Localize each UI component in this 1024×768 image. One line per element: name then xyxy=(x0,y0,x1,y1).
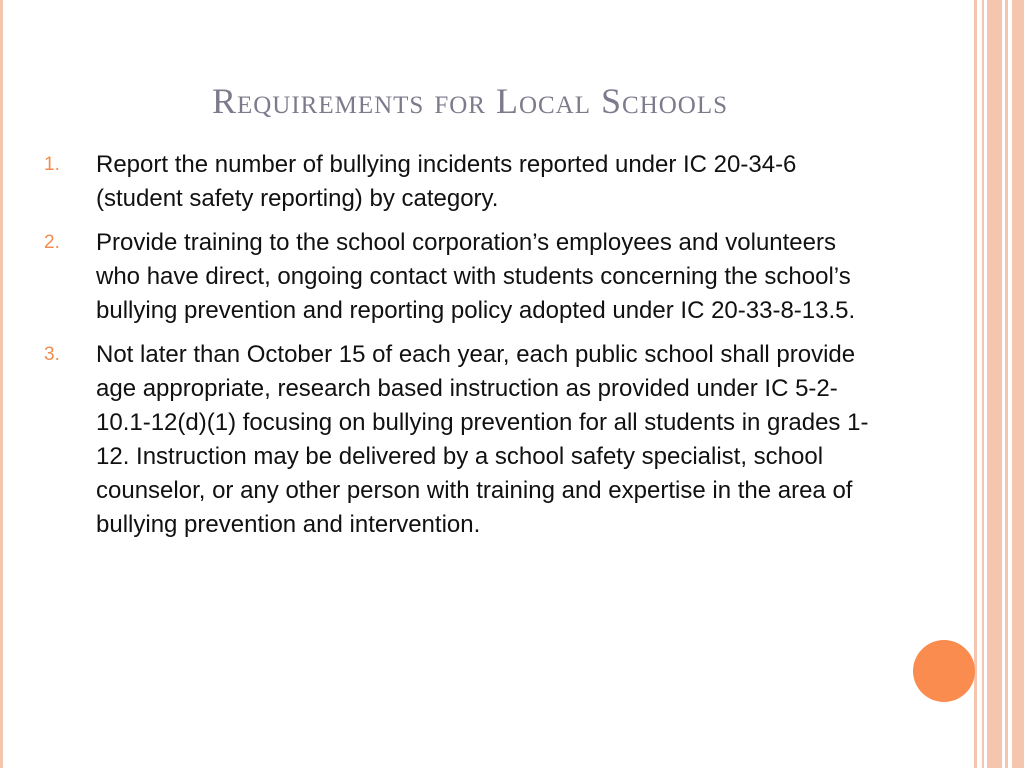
list-number: 1. xyxy=(44,154,60,175)
stripe xyxy=(974,0,977,768)
requirements-list xyxy=(44,148,874,552)
stripe xyxy=(1012,0,1024,768)
right-decorative-stripes xyxy=(974,0,1024,768)
list-item xyxy=(44,148,874,216)
list-text: Provide training to the school corporation’s employees and volunteers who have direct, ongoing contact with students concerning the school’s bullying prevention and reporting policy adopted under IC 20-33-8-13.5. xyxy=(96,229,856,324)
list-number: 3. xyxy=(44,344,60,365)
stripe xyxy=(982,0,984,768)
stripe xyxy=(987,0,1002,768)
list-item xyxy=(44,338,874,542)
list-text: Not later than October 15 of each year, each public school shall provide age appropriate, research based instruction as provided under IC 5-2-10.1-12(d)(1) focusing on bullying prevention for all students in grades 1-12. Instruction may be delivered by a school safety specialist, school counselor, or any other person with training and expertise in the area of bullying prevention and intervention. xyxy=(96,341,869,538)
stripe xyxy=(1005,0,1008,768)
list-item xyxy=(44,226,874,328)
list-number: 2. xyxy=(44,232,60,253)
slide-title: Requirements for Local Schools xyxy=(211,81,729,121)
orange-circle-decoration xyxy=(913,640,975,702)
list-text: Report the number of bullying incidents reported under IC 20-34-6 (student safety reporting) by category. xyxy=(96,151,797,212)
